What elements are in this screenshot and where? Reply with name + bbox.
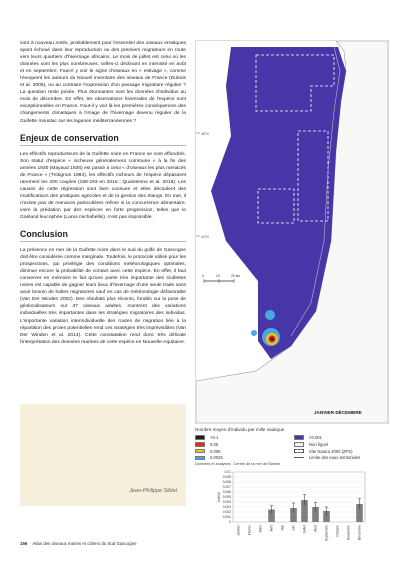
lat-label-44: 44°N [201,235,209,239]
x-tick-label: Janvier [236,525,241,536]
y-tick-label: 0.001 [222,515,231,520]
legend-item: Limite des eaux territoriales [294,455,387,460]
chart-svg [195,468,387,558]
legend-swatch-yellow [195,449,205,454]
scale-label-10: 10 [216,274,220,278]
legend-item: 0.05 [195,442,288,447]
hotspot-blue-2 [251,330,257,336]
legend-item: 0.0025 [195,455,288,460]
monthly-bar-chart [195,468,387,558]
page-number: 156 [20,541,28,546]
x-tick-label: Juin [291,525,296,532]
legend-source: Données et analyses : Centre de la mer de Biarritz [195,462,281,467]
legend-swatch-red [195,442,205,447]
y-tick-label: 0 [229,520,231,525]
y-tick-label: 0.004 [222,500,231,505]
legend-swatch-black [195,435,205,440]
legend-swatch-natura [294,449,304,454]
author-signature: Jean-Philippe Siblet [129,488,177,494]
y-tick-label: 0.003 [222,505,231,510]
distribution-map [195,40,389,424]
x-tick-label: Octobre [335,525,340,537]
map-legend [195,427,387,466]
conclusion-heading: Conclusion [20,229,186,242]
legend-grid [195,435,387,460]
x-tick-label: Juillet [302,525,307,534]
legend-swatch-grey [294,442,304,447]
scale-label-20: 20 km [231,274,241,278]
legend-item: 0.009 [195,449,288,454]
lat-label-46: 46°N [201,132,209,136]
y-tick-label: 0.01 [224,470,231,475]
legend-swatch-line [294,457,304,458]
y-axis-label: Ind/1h [217,492,221,502]
intro-paragraph: sont à nouveau notés, probablement pour l'essentiel des oiseaux erratiques ayant échoué dans leur reproduction ou des premiers migrateurs en route vers leurs quartiers d'hivernage africains. Le mois de juillet est celui où les données sont les plus nombreuses, celles-ci déclinant en intensité en août et en septembre. Faut-il y voir le signe d'oiseaux en « estivage », comme l'évoquent les auteurs du Nouvel inventaire des oiseaux de France (Dubois et al. 2008), ou au contraire l'expression d'un passage migratoire régulier ? La question reste posée. Plus étonnantes sont les données d'individus au mois de décembre. En effet, les observations hivernales de l'espèce sont exceptionnelles en France. Faut-il y voir là les premières conséquences des changements climatiques à l'image de l'hivernage devenu régulier de la Guifette moustac sur les lagunes méditerranéennes ? [20,41,186,124]
legend-item: Site Natura 2000 (ZPS) [294,449,387,454]
x-tick-label: Décembre [357,525,362,541]
legend-title: Nombre moyen d'individu par mille nautique [195,427,285,432]
scale-label-0: 0 [202,274,204,278]
x-tick-label: Février [247,525,252,536]
y-tick-label: 0.005 [222,495,231,500]
y-tick-label: 0.002 [222,510,231,515]
x-tick-label: Août [313,525,318,532]
season-label: JANVIER-DÉCEMBRE [314,410,362,415]
x-tick-label: Septembre [324,525,329,542]
y-tick-label: 0.008 [222,480,231,485]
legend-item: <0.001 [294,435,387,440]
map-svg [196,41,388,423]
text-column [20,40,186,346]
hotspot-black [270,337,273,340]
x-tick-label: Mars [258,525,263,533]
y-tick-label: 0.009 [222,475,231,480]
legend-swatch-blue [195,456,205,461]
legend-item: >0.1 [195,435,288,440]
x-tick-label: Avril [269,525,274,532]
y-tick-label: 0.007 [222,485,231,490]
y-tick-label: 0.006 [222,490,231,495]
x-tick-label: Novembre [346,525,351,541]
legend-swatch-purple [294,435,304,440]
hotspot-blue-1 [265,310,275,320]
footer-title: Atlas des oiseaux marins et côtiers du Sud Gascogne [32,541,137,546]
conclusion-paragraph: La présence en mer de la Guifette noire dans le sud du golfe de Gascogne doit être considérée comme marginale. Toutefois, le protocole utilisé pour les prospections, qui privilégie des conditions météorologiques optimales, diminue encore la probabilité de contact avec cette espèce. En effet, il faut conserver en mémoire le fait qu'une partie très importante des Guifettes noires est capable de gagner leurs lieux d'hivernage d'une seule traite sans avoir besoin de haltes migratoires sauf en cas de météorologie défavorable (Van Der Winden 2002). Des résultats plus récents, fondés sur la pose de géolocalisateurs sur 37 oiseaux adultes, montrent des variations individuelles très importantes dans les stratégies migratoires des individus. L'importante variation interindividuelle des routes de migration liée à la répartition des proies potentielles rend ces stratégies très imprévisibles (Van Der Winden et al. 2014). Cette constatation rend donc très délicate l'interprétation des données marines de cette espèce en Nouvelle-Aquitaine. [20,248,187,345]
x-tick-label: Mai [280,525,285,531]
legend-item: Non figuré [294,442,387,447]
page-footer [20,541,137,546]
conservation-paragraph: Les effectifs reproducteurs de la Guifette noire en France se sont effondrés. Son statut d'espèce « nicheuse généralement commune » à la fin des années 1930 (Mayaud 1936) est passé à celui « d'oiseaux les plus menacés de France » (Trotignon 1994), les effectifs nicheurs de l'espèce dépassent rarement les 200 couples (188-193 en 2015 ; Quaintenne et al. 2018). Les causes de cette régression sont bien connues et elles découlent des modifications des pratiques agricoles et de la gestion des étangs. En mer, il n'existe pas de menaces particulières même si la concurrence alimentaire, voire la prédation par des espèces en forte progression, telles que le Goéland leucophée (Larus michahellis), n'est pas impossible. [20,151,186,220]
conservation-heading: Enjeux de conservation [20,133,186,146]
